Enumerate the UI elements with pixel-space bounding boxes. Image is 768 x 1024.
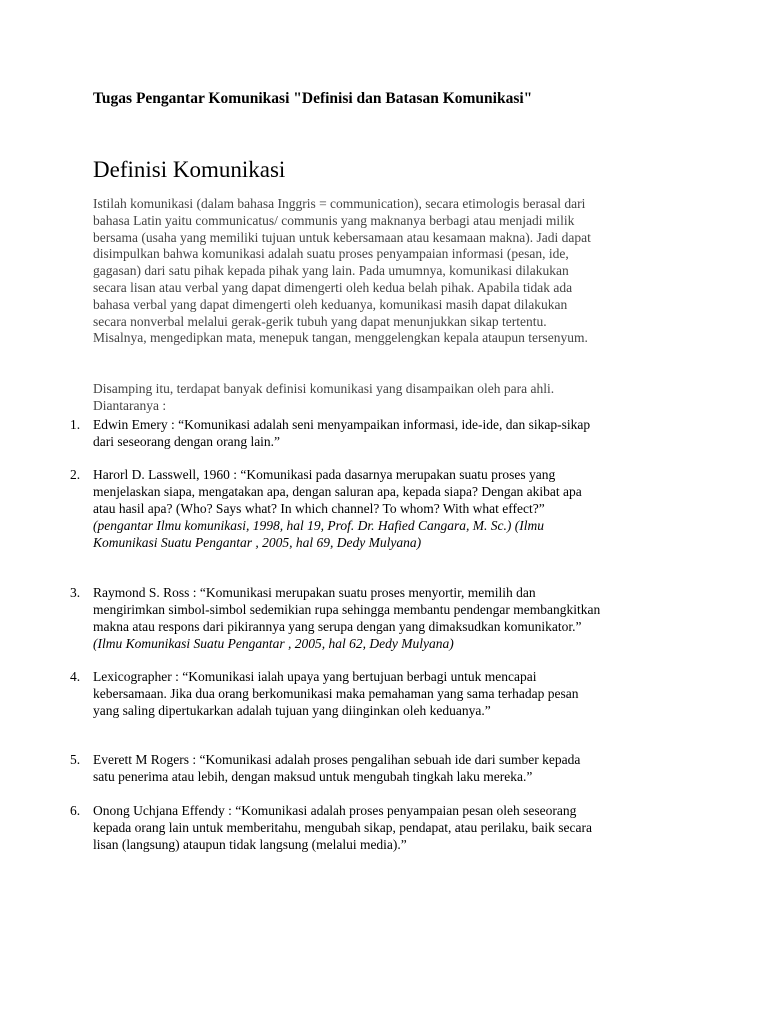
text-line: disimpulkan bahwa komunikasi adalah suatu proses penyampaian informasi (pesan, ide,	[93, 246, 569, 262]
text-line: Raymond S. Ross : “Komunikasi merupakan suatu proses menyortir, memilih dan	[93, 585, 536, 600]
text-line: makna atau respons dari pikirannya yang serupa dengan yang dimaksudkan komunikator.”	[93, 619, 582, 634]
text-line: (pengantar Ilmu komunikasi, 1998, hal 19, Prof. Dr. Hafied Cangara, M. Sc.) (Ilmu	[93, 518, 544, 533]
list-number: 3.	[70, 585, 81, 600]
list-number: 2.	[70, 467, 81, 482]
text-line: kepada orang lain untuk memberitahu, mengubah sikap, pendapat, atau perilaku, baik secara	[93, 820, 592, 835]
definition-text	[93, 751, 693, 785]
text-line: Onong Uchjana Effendy : “Komunikasi adalah proses penyampaian pesan oleh seseorang	[93, 803, 577, 818]
text-line: gagasan) dari satu pihak kepada pihak yang lain. Pada umumnya, komunikasi dilakukan	[93, 263, 569, 279]
list-number: 1.	[70, 417, 81, 432]
list-number: 5.	[70, 752, 81, 767]
text-line: bahasa verbal yang dapat dimengerti oleh keduanya, komunikasi masih dapat dilakukan	[93, 296, 568, 312]
text-line: Istilah komunikasi (dalam bahasa Inggris = communication), secara etimologis berasal dari	[93, 196, 586, 211]
list-number: 6.	[70, 803, 81, 818]
text-line: yang saling dipertukarkan adalah tujuan yang diinginkan oleh keduanya.”	[93, 703, 491, 718]
text-line: Edwin Emery : “Komunikasi adalah seni menyampaikan informasi, ide-ide, dan sikap-sikap	[93, 417, 591, 432]
text-line: Harorl D. Lasswell, 1960 : “Komunikasi pada dasarnya merupakan suatu proses yang	[93, 467, 556, 482]
definition-text	[93, 416, 693, 450]
text-line: secara lisan atau verbal yang dapat dimengerti oleh kedua belah pihak. Apabila tidak ada	[93, 279, 573, 295]
document-title: Tugas Pengantar Komunikasi "Definisi dan Batasan Komunikasi"	[93, 90, 533, 107]
text-line: atau hasil apa? (Who? Says what? In which channel? To whom? With what effect?”	[93, 501, 545, 516]
text-line: Diantaranya :	[93, 397, 167, 413]
definition-text	[93, 668, 693, 719]
text-line: kebersamaan. Jika dua orang berkomunikasi maka pemahaman yang sama terhadap pesan	[93, 686, 579, 701]
text-line: Misalnya, mengedipkan mata, menepuk tangan, menggelengkan kepala ataupun tersenyum.	[93, 330, 588, 346]
definition-text	[93, 584, 693, 652]
text-line: lisan (langsung) ataupun tidak langsung (melalui media).”	[93, 837, 407, 852]
text-line: Komunikasi Suatu Pengantar , 2005, hal 69, Dedy Mulyana)	[93, 535, 422, 550]
definition-text	[93, 466, 693, 551]
text-line: Everett M Rogers : “Komunikasi adalah proses pengalihan sebuah ide dari sumber kepada	[93, 752, 581, 767]
text-line: Disamping itu, terdapat banyak definisi komunikasi yang disampaikan oleh para ahli.	[93, 381, 555, 396]
definition-text	[93, 802, 693, 853]
text-line: dari seseorang dengan orang lain.”	[93, 434, 281, 449]
text-line: menjelaskan siapa, mengatakan apa, dengan saluran apa, kepada siapa? Dengan akibat apa	[93, 484, 582, 499]
text-line: mengirimkan simbol-simbol sedemikian rupa sehingga membantu pendengar membangkitkan	[93, 602, 601, 617]
text-line: secara nonverbal melalui gerak-gerik tubuh yang dapat menunjukkan sikap tertentu.	[93, 313, 547, 329]
text-line: satu penerima atau lebih, dengan maksud untuk mengubah tingkah laku mereka.”	[93, 769, 533, 784]
section-heading: Definisi Komunikasi	[93, 157, 286, 182]
text-line: bersama (usaha yang memiliki tujuan untuk kebersamaan atau kesamaan makna). Jadi dapat	[93, 229, 591, 245]
text-line: bahasa Latin yaitu communicatus/ communis yang maknanya berbagi atau menjadi milik	[93, 212, 575, 228]
text-line: (Ilmu Komunikasi Suatu Pengantar , 2005, hal 62, Dedy Mulyana)	[93, 636, 454, 651]
text-line: Lexicographer : “Komunikasi ialah upaya yang bertujuan berbagi untuk mencapai	[93, 669, 537, 684]
list-number: 4.	[70, 669, 81, 684]
